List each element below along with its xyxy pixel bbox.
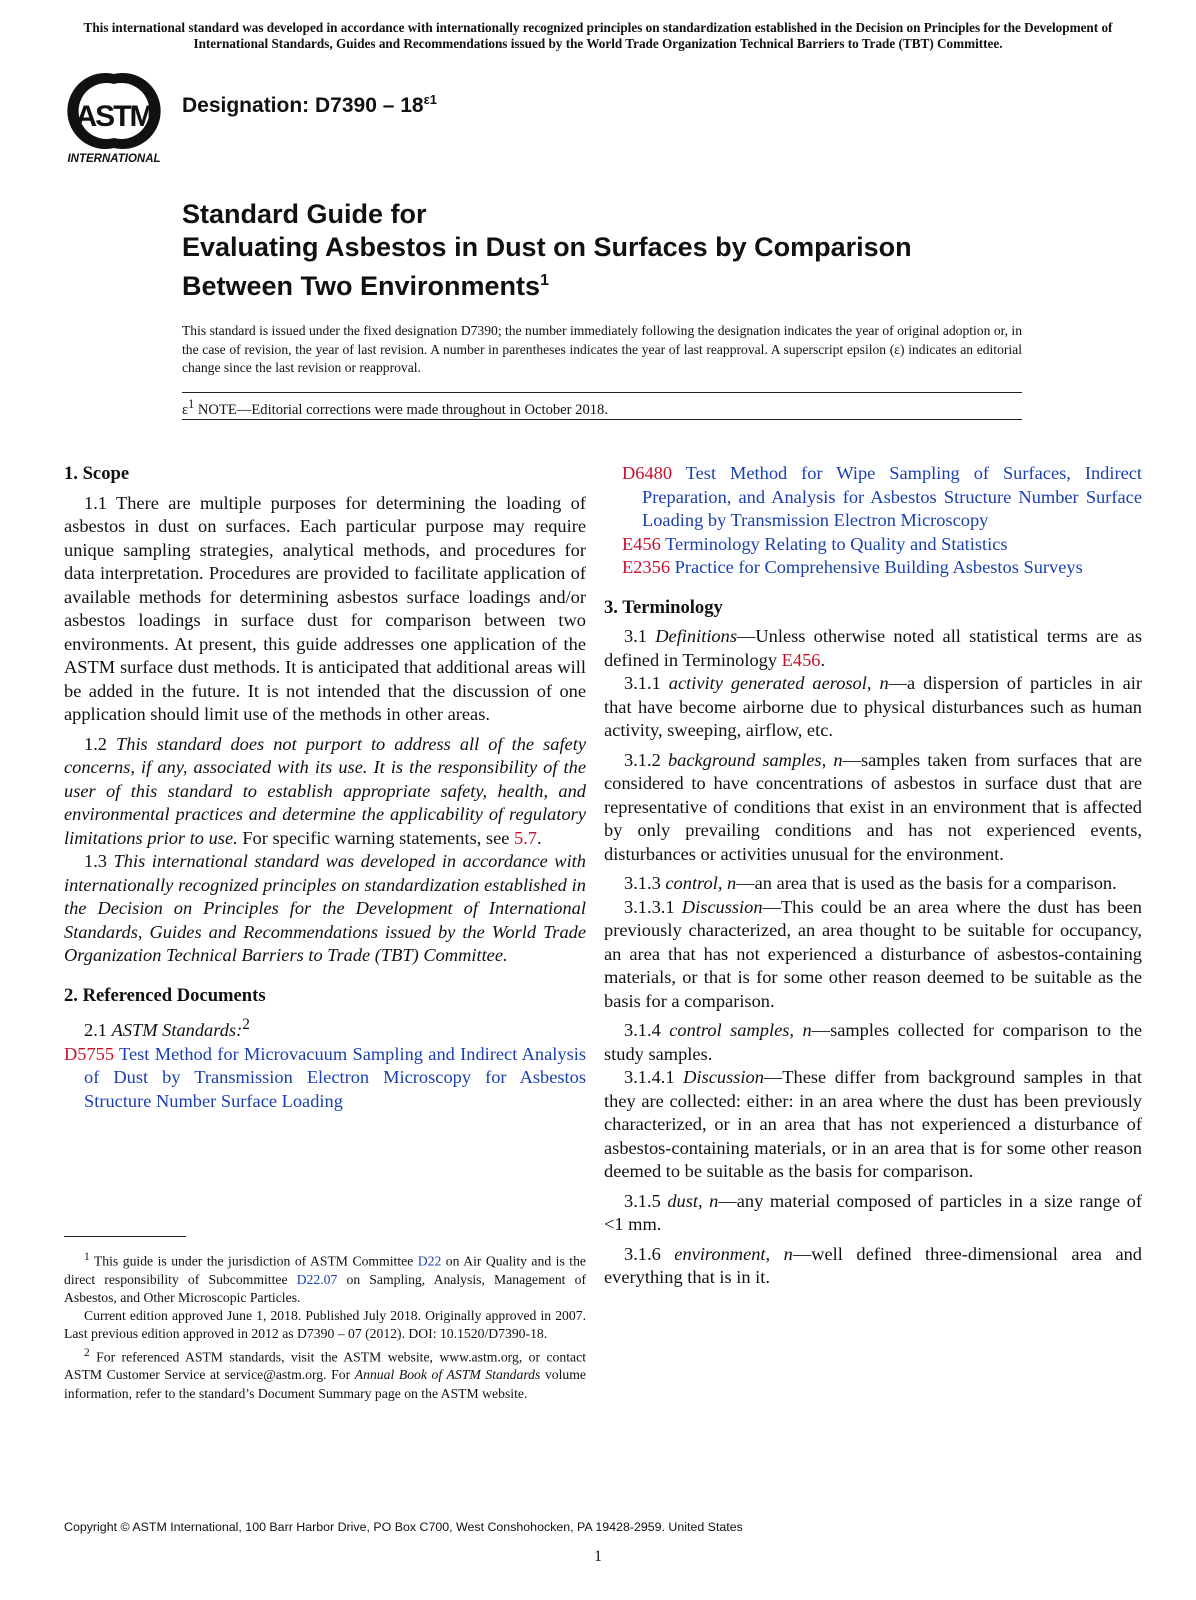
section-heading-scope: 1. Scope (64, 463, 130, 484)
divider (182, 419, 1022, 420)
footnote-1-edition: Current edition approved June 1, 2018. Published July 2018. Originally approved in 2007. Last previous edition approved in 2012 as D7390 – 07 (2012). DOI: 10.1520/D7390-18. (64, 1308, 586, 1342)
designation: Designation: $D7390 - 18^{\varepsilon 1}$ (182, 92, 437, 117)
paragraph-1-3: 1.3 This international standard was developed in accordance with internationally recognized principles on standardization established in the Decision on Principles for the Development of International Standards, Guides and Recommendations issued by the World Trade Organization Technical Barriers to Trade (TBT) Committee. (64, 851, 586, 965)
page-number: 1 (594, 1548, 602, 1565)
copyright: Copyright © ASTM International, 100 Barr Harbor Drive, PO Box C700, West Conshohocken, PA 19428-2959. United States (64, 1520, 743, 1534)
definition-3-1-3-1: 3.1.3.1 Discussion—This could be an area where the dust has been previously characterized, an area thought to be suitable for occupancy, an area that has not experienced a disturbance of asbestos-containing materials, or that is for some other reason deemed to be suitable as the basis for a comparison. (604, 896, 1143, 1011)
reference-e2356[interactable]: E2356 Practice for Comprehensive Building Asbestos Surveys (622, 557, 1083, 577)
document-title: Standard Guide for Evaluating Asbestos in Dust on Surfaces by Comparison Between Two Environments$^1$ (182, 199, 912, 301)
section-heading-terminology: 3. Terminology (604, 596, 723, 618)
footnote-1: $^1$ This guide is under the jurisdiction of ASTM Committee D22 on Air Quality and is the direct responsibility of Subcommittee D22.07 on Sampling, Analysis, Management of Asbestos, and Other Microscopic Particles. (64, 1251, 586, 1305)
paragraph-2-1: 2.1 ASTM Standards:$^2$ (84, 1016, 250, 1041)
right-column (604, 462, 1143, 1290)
designation-epsilon: ε1 (423, 92, 437, 107)
link-d22[interactable]: D22 (417, 1253, 442, 1269)
reference-e456[interactable]: E456 Terminology Relating to Quality and Statistics (622, 533, 1008, 554)
definition-3-1-6: 3.1.6 environment, n—well defined three-dimensional area and everything that is in it. (604, 1243, 1142, 1287)
logo-subtext: INTERNATIONAL (67, 153, 161, 165)
definition-3-1-4: 3.1.4 control samples, n—samples collected for comparison to the study samples. (604, 1020, 1142, 1064)
divider (182, 392, 1022, 393)
definition-3-1-5: 3.1.5 dust, n—any material composed of particles in a size range of <1 mm. (604, 1190, 1142, 1234)
definition-3-1: 3.1 Definitions—Unless otherwise noted all statistical terms are as defined in Terminology E456. (604, 626, 1142, 670)
tbt-notice: This international standard was developed in accordance with internationally recognized principles on standardization established in the Decision on Principles for the Development of International Standards, Guides and Recommendations issued by the World Trade Organization Technical Barriers to Trade (TBT) Committee. (83, 20, 1113, 51)
definition-3-1-3: 3.1.3 control, n—an area that is used as the basis for a comparison. (624, 873, 1117, 893)
reference-d6480[interactable]: D6480 Test Method for Wipe Sampling of Surfaces, Indirect Preparation, and Analysis for Asbestos Structure Number Surface Loading by Transmission Electron Microscopy (622, 463, 1142, 530)
link-d22-07[interactable]: D22.07 (296, 1271, 338, 1287)
logo-text: ASTM (75, 100, 153, 133)
footnote-2: $^2$ For referenced ASTM standards, visit the ASTM website, www.astm.org, or contact ASTM Customer Service at service@astm.org. For Annual Book of ASTM Standards volume information, refer to the standard’s Document Summary page on the ASTM website. (64, 1346, 586, 1401)
issue-note: This standard is issued under the fixed designation D7390; the number immediately following the designation indicates the year of original adoption or, in the case of revision, the year of last revision. A number in parentheses indicates the year of last reapproval. A superscript epsilon (ε) indicates an editorial change since the last revision or reapproval. (182, 323, 1022, 376)
link-5-7[interactable]: 5.7 (514, 827, 538, 848)
paragraph-1-2: 1.2 This standard does not purport to address all of the safety concerns, if any, associated with its use. It is the responsibility of the user of this standard to establish appropriate safety, health, and environmental practices and determine the applicability of regulatory limitations prior to use. For specific warning statements, see 5.7. (64, 733, 586, 848)
link-e456[interactable]: E456 (781, 649, 821, 670)
section-heading-referenced-documents: 2. Referenced Documents (64, 984, 266, 1006)
definition-3-1-4-1: 3.1.4.1 Discussion—These differ from background samples in that they are collected: either: in an area where the dust has been previously characterized, or in an area that has not experienced a disturbance of asbestos-containing materials, or in an area that is for some other reason deemed to be suitable as the basis for comparison. (604, 1067, 1142, 1181)
definition-3-1-2: 3.1.2 background samples, n—samples taken from surfaces that are considered to have concentrations of asbestos in surface dust that are representative of conditions that exist in an environment that is affected by only prevailing conditions and has not experienced events, disturbances or activities unusual for the environment. (604, 749, 1142, 864)
footnote-divider (64, 1236, 186, 1237)
footnotes (64, 1248, 586, 1403)
reference-d5755[interactable]: D5755 Test Method for Microvacuum Sampling and Indirect Analysis of Dust by Transmission Electron Microscopy for Asbestos Structure Number Surface Loading (64, 1043, 586, 1111)
left-column (64, 462, 586, 1113)
paragraph-1-1: 1.1 There are multiple purposes for determining the loading of asbestos in dust on surfaces. Each particular purpose may require unique sampling strategies, analytical methods, and procedures for data interpretation. Procedures are provided to facilitate application of available methods for determining asbestos surface loadings and/or asbestos loadings in surface dust for comparison between two environments. At present, this guide addresses one application of the ASTM surface dust methods. It is anticipated that additional areas will be added in the future. It is not intended that the discussion of one application should limit use of the methods in other areas. (64, 492, 586, 724)
epsilon-note: $\varepsilon^1$ NOTE—Editorial corrections were made throughout in October 2018. (182, 397, 608, 418)
definition-3-1-1: 3.1.1 activity generated aerosol, n—a dispersion of particles in air that have become airborne due to physical disturbances such as human activity, sweeping, airflow, etc. (604, 673, 1142, 740)
astm-logo (64, 70, 164, 166)
